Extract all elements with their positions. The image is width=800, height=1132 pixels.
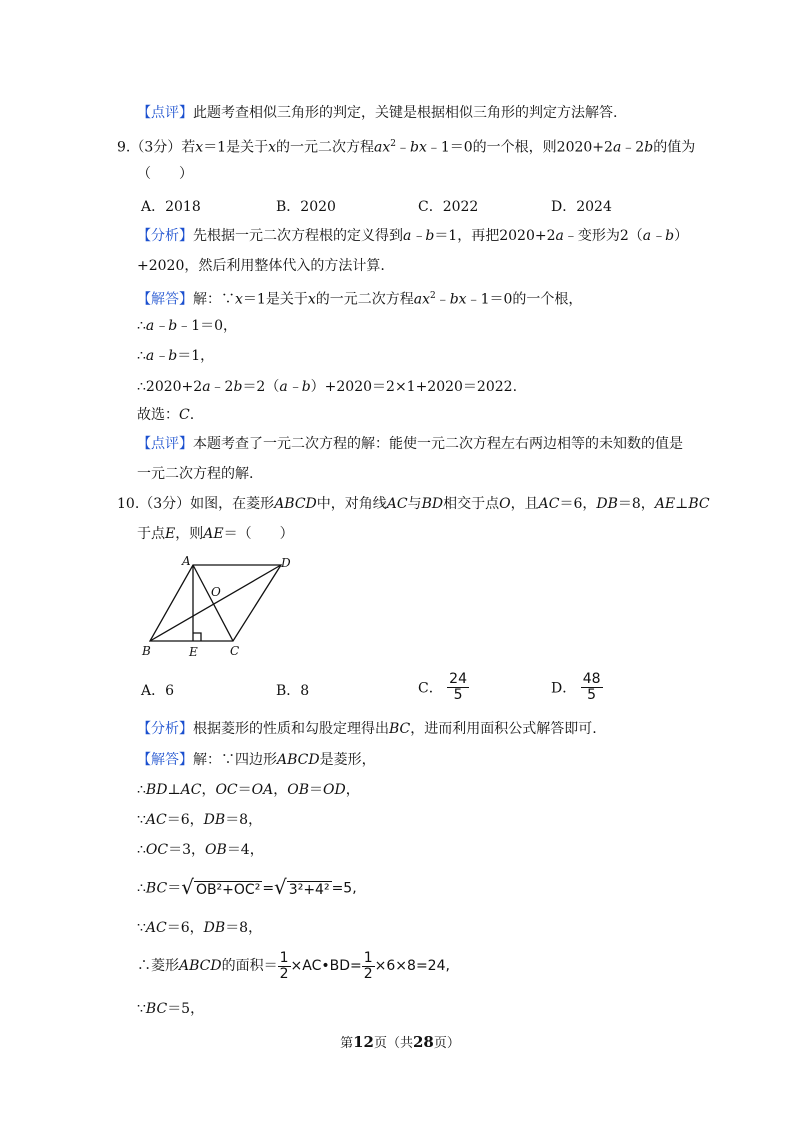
rhombus-figure (138, 552, 298, 660)
option-a: A．6 (141, 683, 175, 699)
var: BC (688, 496, 710, 512)
option-c (418, 672, 469, 703)
text: 先根据一元二次方程根的定义得到 (193, 228, 403, 244)
text: ）+2020＝2×1+2020＝2022. (310, 379, 518, 395)
option-d (551, 672, 603, 703)
var: a﹣b (145, 348, 178, 364)
var: OA (251, 782, 274, 798)
text: 故选： (137, 407, 179, 423)
sqrt-expression: √ 3²+4² (274, 875, 330, 899)
q10-step6 (137, 950, 450, 982)
page-number: 12 (353, 1033, 374, 1051)
text: ，进而利用面积公式解答即可. (410, 721, 597, 737)
text: ＝2（ (242, 379, 280, 395)
question-number: 9. (117, 139, 131, 156)
var: b (644, 139, 654, 156)
text: ， (273, 782, 288, 798)
text: 根据菱形的性质和勾股定理得出 (193, 721, 389, 737)
var: BD (145, 782, 168, 798)
var: O (499, 496, 511, 512)
q9-analysis-line2: +2020，然后利用整体代入的方法计算. (137, 258, 385, 274)
numerator: 48 (582, 671, 601, 687)
stem-text: ＝1是关于 (203, 139, 269, 156)
total-pages: 28 (413, 1033, 434, 1051)
var: OB (205, 842, 227, 858)
therefore: ∴ (137, 782, 146, 798)
q10-answer (137, 750, 376, 770)
text: ﹣2 (210, 379, 234, 395)
label-o: O (211, 585, 221, 599)
text: ⊥ (167, 782, 181, 798)
q9-answer (137, 286, 582, 310)
comment-tag: 【点评】 (137, 105, 193, 121)
text: ＝5， (167, 1001, 205, 1017)
text: ＝4， (226, 842, 264, 858)
text: 解：∵ (193, 291, 235, 308)
text: ＝ (237, 782, 252, 798)
text: ×6×8=24, (374, 958, 450, 974)
var: a (555, 228, 564, 244)
var: OD (323, 782, 346, 798)
var: a﹣b (145, 318, 178, 334)
fraction-48-5 (581, 672, 603, 703)
text: 解：∵四边形 (193, 752, 277, 768)
text: ，则 (175, 526, 204, 542)
text: ， (201, 782, 216, 798)
var: OC (215, 782, 238, 798)
answer-blank: （ ） (137, 166, 193, 182)
comment-text: 此题考查相似三角形的判定，关键是根据相似三角形的判定方法解答. (193, 105, 618, 121)
var: a (202, 379, 211, 395)
text: ＝1是关于 (242, 291, 308, 308)
var: bx (449, 291, 467, 308)
q10-stem (117, 494, 710, 514)
fraction-one-half (362, 951, 375, 982)
denominator: 5 (453, 687, 463, 703)
text: ＝8， (225, 812, 263, 828)
text: ∴菱形 (137, 958, 179, 974)
text: 中，对角线 (316, 496, 387, 512)
fraction-one-half (278, 951, 291, 982)
denominator: 2 (279, 965, 289, 982)
sqrt-expression: √ OB²+OC² (181, 875, 261, 899)
text: 页） (433, 1036, 460, 1051)
because: ∵ (137, 1001, 146, 1017)
var: a﹣b (279, 379, 311, 395)
analysis-tag: 【分析】 (137, 721, 193, 737)
text: ⊥ (675, 496, 689, 512)
numerator: 1 (279, 949, 289, 966)
exponent: 2 (390, 139, 396, 149)
q9-comment-line2: 一元二次方程的解. (137, 466, 254, 482)
therefore: ∴ (137, 318, 146, 334)
q9-comment (137, 434, 683, 454)
stem-text: 的值为 (653, 139, 696, 156)
stem-text: （3分）若 (130, 139, 196, 156)
text: 页（共 (373, 1036, 413, 1051)
label-e: E (189, 645, 198, 659)
var: ax (413, 291, 430, 308)
label-b: B (142, 644, 151, 658)
page-footer (0, 1032, 800, 1051)
text: 是菱形， (319, 752, 376, 768)
text: ＝ (309, 782, 323, 798)
var: BC (145, 1001, 168, 1017)
text: 相交于点 (443, 496, 500, 512)
text: （3分）如图，在菱形 (139, 496, 275, 512)
text: . (189, 407, 195, 423)
radicand: 3²+4² (288, 882, 330, 898)
text: ＝ (167, 880, 182, 897)
var: a (612, 139, 622, 156)
denominator: 2 (363, 965, 373, 982)
q10-step4 (137, 874, 357, 903)
stem-text: ﹣1＝0的一个根，则2020+2 (426, 139, 613, 156)
stem-text: ﹣ (396, 139, 410, 156)
option-label: C． (418, 680, 443, 697)
text: ∴2020+2 (137, 379, 203, 395)
var: AC (145, 812, 167, 828)
var: ABCD (277, 752, 320, 768)
text: 的面积＝ (221, 958, 278, 974)
option-label: D． (551, 680, 577, 697)
q10-step1 (137, 780, 360, 800)
q9-step1 (137, 316, 237, 336)
label-d: D (281, 556, 291, 570)
q9-step2 (137, 346, 214, 366)
text: ＝（ ） (223, 526, 294, 542)
choice-letter: C (179, 407, 190, 423)
analysis-tag: 【分析】 (137, 228, 193, 244)
option-d: D．2024 (551, 199, 612, 215)
text: ﹣1＝0的一个根， (466, 291, 583, 308)
var: BC (389, 721, 411, 737)
var: AC (538, 496, 560, 512)
var: E (165, 526, 176, 542)
therefore: ∴ (137, 880, 146, 897)
text: ﹣变形为2（ (563, 228, 643, 244)
q9-choice (137, 405, 194, 425)
radicand: OB²+OC² (195, 882, 261, 898)
q10-step3 (137, 840, 264, 860)
var: AC (386, 496, 408, 512)
var: AC (180, 782, 202, 798)
q10-step7 (137, 999, 204, 1019)
q10-step2 (137, 810, 262, 830)
var: AE (654, 496, 676, 512)
option-b: B．2020 (276, 199, 336, 215)
text: = (262, 880, 275, 897)
var: ABCD (274, 496, 317, 512)
var: DB (203, 920, 226, 936)
diagonal-bd (150, 565, 281, 641)
text: 与 (407, 496, 422, 512)
var: AC (145, 920, 167, 936)
exponent: 2 (429, 291, 436, 301)
numerator: 24 (449, 671, 467, 687)
var: x (195, 139, 204, 156)
var: BC (145, 880, 168, 897)
comment-tag: 【点评】 (137, 436, 193, 452)
text: ＝1，再把2020+2 (434, 228, 556, 244)
var: AE (203, 526, 224, 542)
var: x (235, 291, 243, 308)
q10-analysis (137, 719, 597, 739)
var: ax (374, 139, 391, 156)
text: ×AC•BD= (290, 958, 362, 974)
denominator: 5 (587, 687, 597, 703)
var: x (268, 139, 277, 156)
label-a: A (182, 554, 191, 568)
answer-tag: 【解答】 (137, 291, 193, 308)
numerator: 1 (363, 949, 373, 966)
var: a﹣b (403, 228, 435, 244)
var: x (307, 291, 316, 308)
diagonal-ac (193, 565, 233, 641)
therefore: ∴ (137, 842, 146, 858)
option-a: A．2018 (141, 199, 201, 215)
question-number: 10. (117, 496, 140, 512)
label-c: C (230, 644, 240, 658)
text: ） (674, 228, 689, 244)
text: 于点 (137, 526, 165, 542)
text: ＝6， (166, 920, 204, 936)
because: ∵ (137, 812, 146, 828)
stem-text: ﹣2 (621, 139, 645, 156)
q9-stem (117, 134, 695, 158)
var: OC (145, 842, 169, 858)
var: ABCD (179, 958, 222, 974)
therefore: ∴ (137, 348, 146, 364)
var: OB (287, 782, 309, 798)
right-angle-mark (193, 633, 201, 641)
var: DB (596, 496, 618, 512)
stem-text: 的一元二次方程 (276, 139, 375, 156)
option-c: C．2022 (418, 199, 479, 215)
answer-tag: 【解答】 (137, 752, 193, 768)
text: ﹣ (435, 291, 450, 308)
text: ﹣1＝0， (177, 318, 238, 334)
text: ＝8， (225, 920, 263, 936)
q10-step5 (137, 918, 262, 938)
var: bx (410, 139, 427, 156)
q8-comment (137, 103, 617, 123)
text: ＝3， (168, 842, 206, 858)
text: ＝1， (177, 348, 215, 364)
because: ∵ (137, 920, 146, 936)
text: ＝8， (617, 496, 655, 512)
fraction-24-5 (447, 672, 469, 703)
text: 第 (340, 1036, 354, 1051)
text: ， (345, 782, 360, 798)
text: 的一元二次方程 (315, 291, 414, 308)
text: ＝6， (166, 812, 204, 828)
q9-analysis (137, 226, 688, 246)
text: ，且 (510, 496, 539, 512)
text: ＝6， (559, 496, 597, 512)
text: 本题考查了一元二次方程的解：能使一元二次方程左右两边相等的未知数的值是 (193, 436, 683, 452)
text: =5, (331, 880, 357, 897)
q9-step3 (137, 377, 517, 397)
var: BD (421, 496, 444, 512)
var: a﹣b (642, 228, 675, 244)
var: DB (203, 812, 226, 828)
var: b (233, 379, 243, 395)
q10-stem-line2 (137, 524, 294, 544)
option-b: B．8 (276, 683, 310, 699)
